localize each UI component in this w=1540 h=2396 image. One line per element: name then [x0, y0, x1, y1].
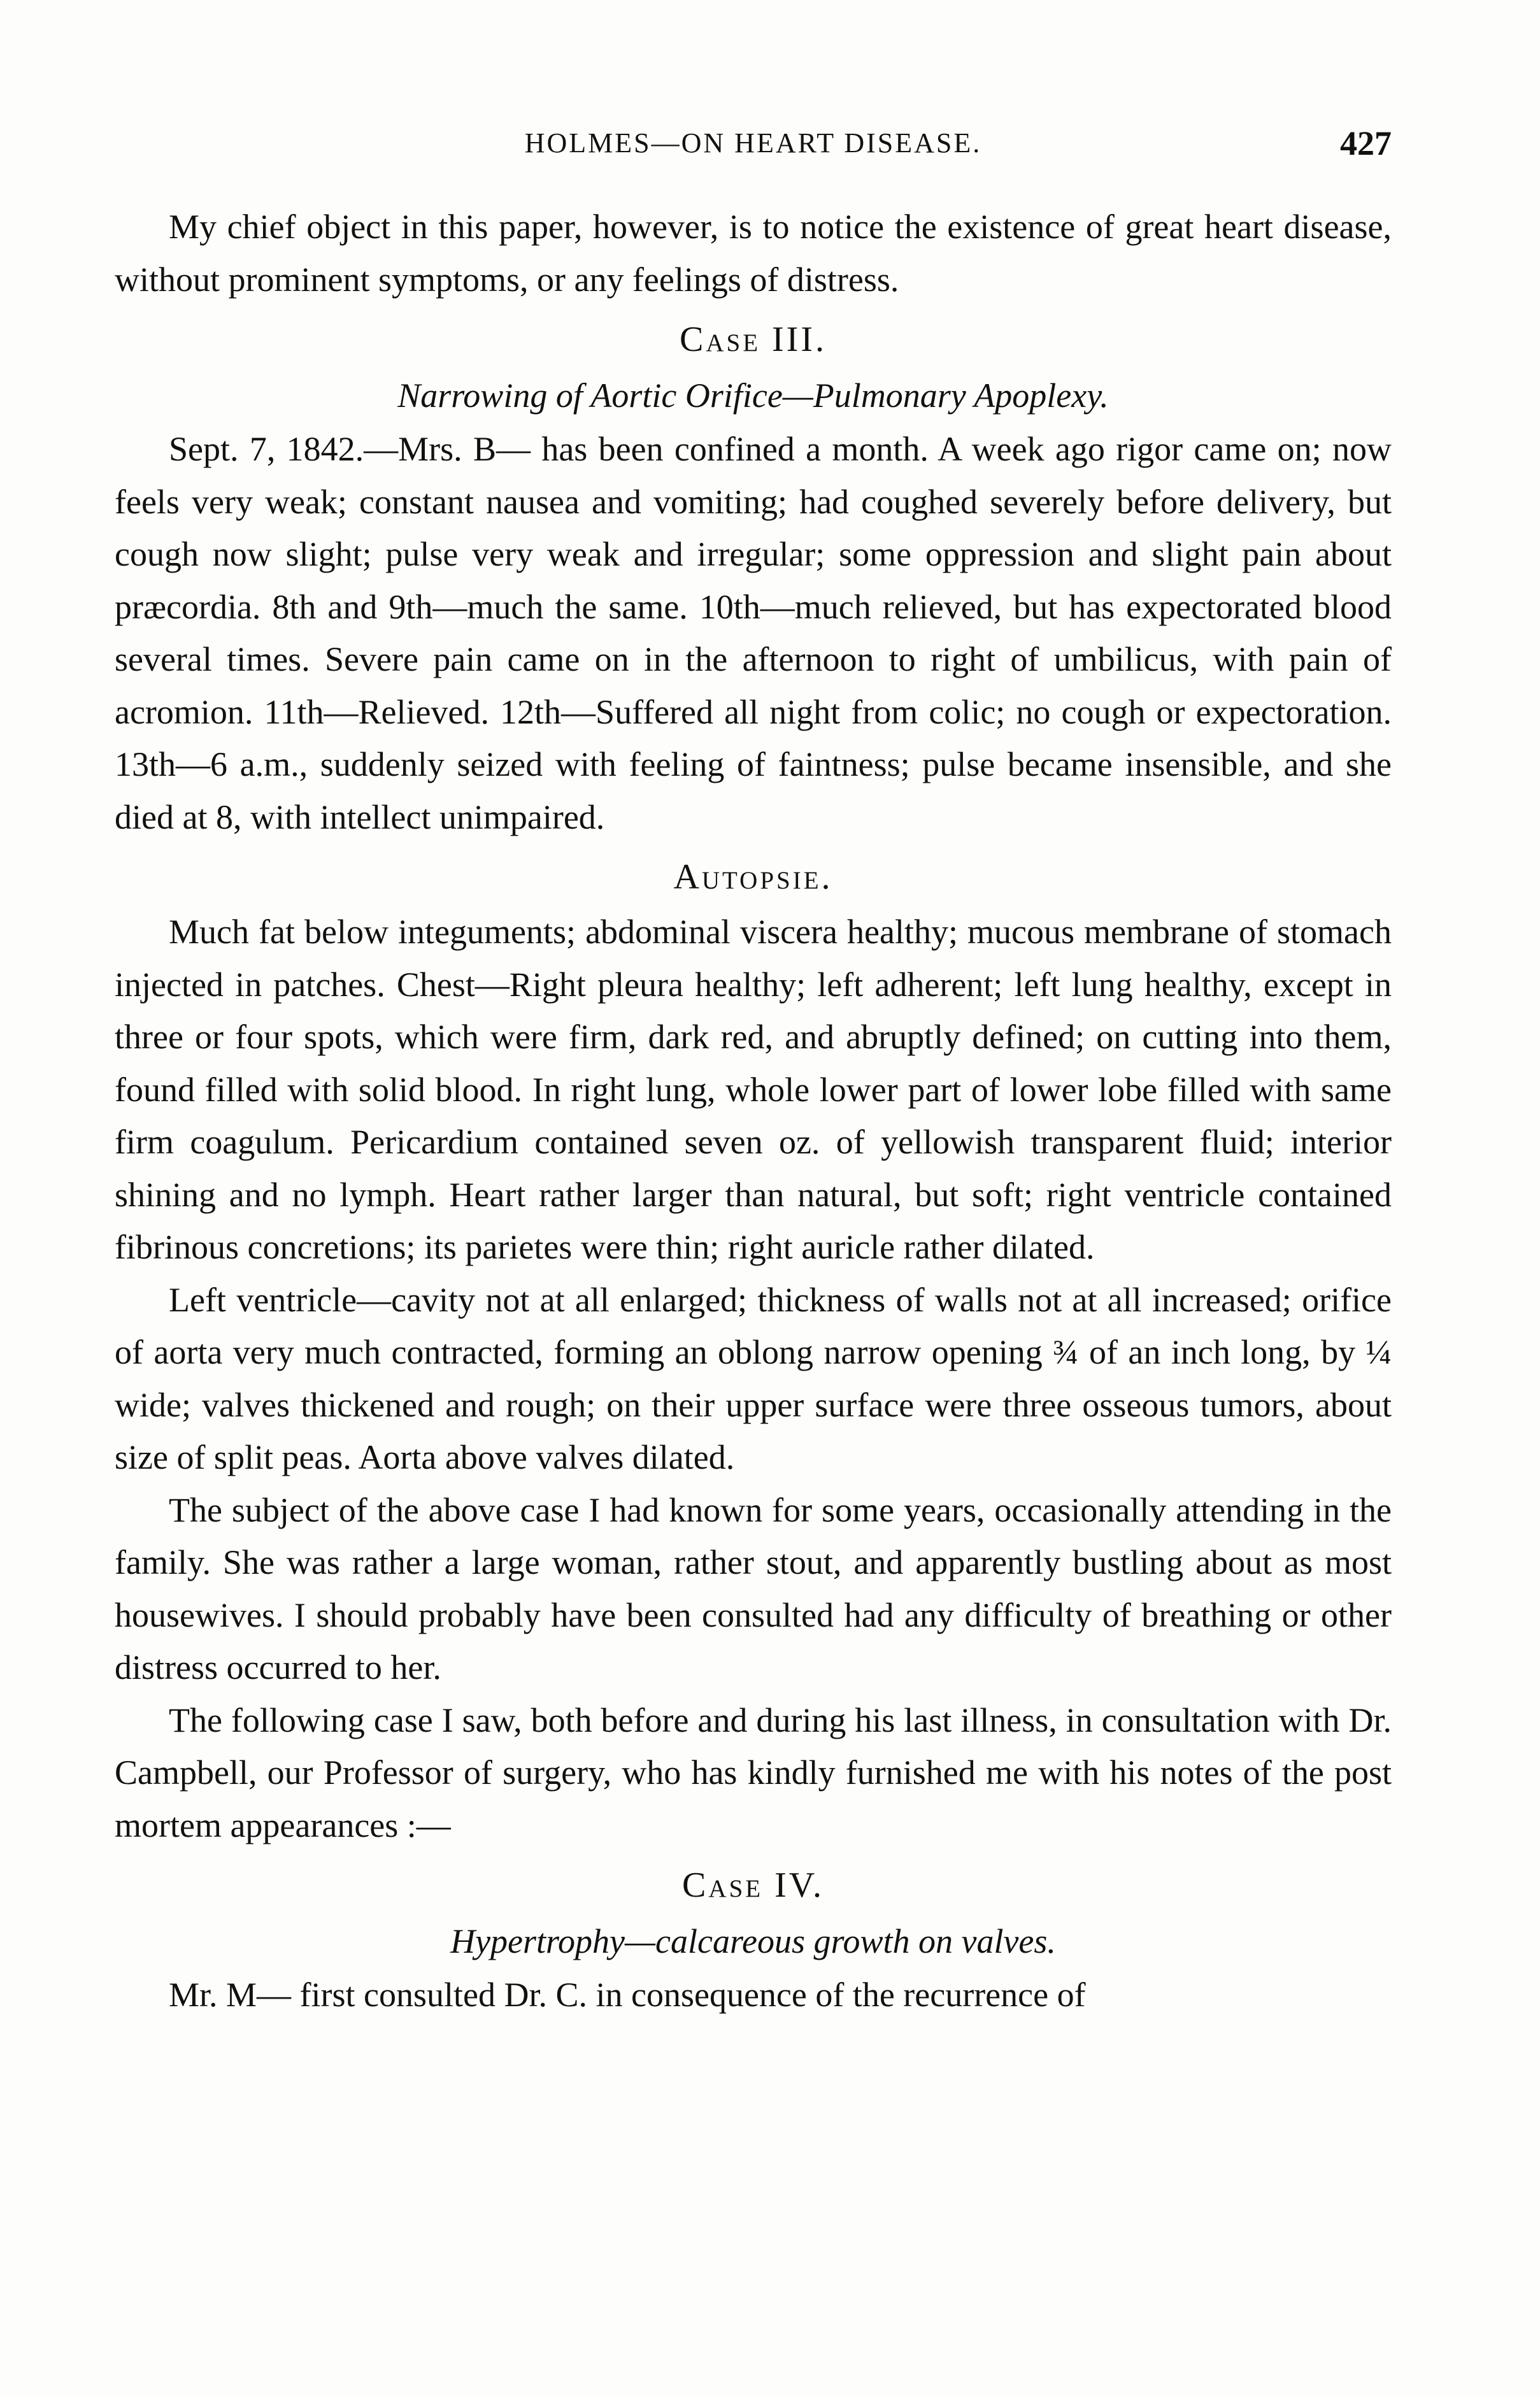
paragraph-following: The following case I saw, both before and during his last illness, in consultation with Dr. Campbell, our Professor of surgery, who has kindly furnished me with his notes of the post mortem appearances :— — [115, 1701, 1392, 1844]
subheading-case-iii: Narrowing of Aortic Orifice—Pulmonary Apoplexy. — [397, 376, 1109, 415]
paragraph-autopsie-1: Much fat below integuments; abdominal viscera healthy; mucous membrane of stomach injected in patches. Chest—Right pleura healthy; left adherent; left lung healthy, except in three or four spots, which were firm, dark red, and abruptly defined; on cutting into them, found filled with solid blood. In right lung, whole lower part of lower lobe filled with same firm coagulum. Pericardium contained seven oz. of yellowish transparent fluid; interior shining and no lymph. Heart rather larger than natural, but soft; right ventricle contained fibrinous concretions; its parietes were thin; right auricle rather dilated. — [115, 913, 1392, 1266]
paragraph-case-iv-opening: Mr. M— first consulted Dr. C. in consequence of the recurrence of — [169, 1976, 1086, 2014]
paragraph-remarks: The subject of the above case I had known for some years, occasionally attending in the family. She was rather a large woman, rather stout, and apparently bustling about as most housewives. I should probably have been consulted had any difficulty of breathing or other distress occurred to her. — [115, 1490, 1392, 1686]
heading-case-iii: Case III. — [680, 320, 827, 359]
paragraph-autopsie-2: Left ventricle—cavity not at all enlarged; thickness of walls not at all increased; orifice of aorta very much contracted, forming an oblong narrow opening ¾ of an inch long, by ¼ wide; valves thickened and rough; on their upper surface were three osseous tumors, about size of split peas. Aorta above valves dilated. — [115, 1280, 1392, 1476]
paragraph-intro: My chief object in this paper, however, is to notice the existence of great heart disease, without prominent symptoms, or any feelings of distress. — [115, 208, 1392, 299]
heading-case-iv: Case IV. — [682, 1865, 824, 1905]
heading-autopsie: Autopsie. — [673, 857, 833, 897]
running-head: HOLMES—ON HEART DISEASE. — [524, 127, 982, 159]
body-text — [115, 201, 1392, 2022]
page-header — [115, 121, 1392, 166]
paragraph-case-iii-history: Sept. 7, 1842.—Mrs. B— has been confined a month. A week ago rigor came on; now feels very weak; constant nausea and vomiting; had coughed severely before delivery, but cough now slight; pulse very weak and irregular; some oppression and slight pain about præcordia. 8th and 9th—much the same. 10th—much relieved, but has expectorated blood several times. Severe pain came on in the afternoon to right of umbilicus, with pain of acromion. 11th—Relieved. 12th—Suffered all night from colic; no cough or expectoration. 13th—6 a.m., suddenly seized with feeling of faintness; pulse became insensible, and she died at 8, with intellect unimpaired. — [115, 430, 1392, 836]
subheading-case-iv: Hypertrophy—calcareous growth on valves. — [450, 1922, 1056, 1960]
page-number: 427 — [1340, 124, 1392, 162]
